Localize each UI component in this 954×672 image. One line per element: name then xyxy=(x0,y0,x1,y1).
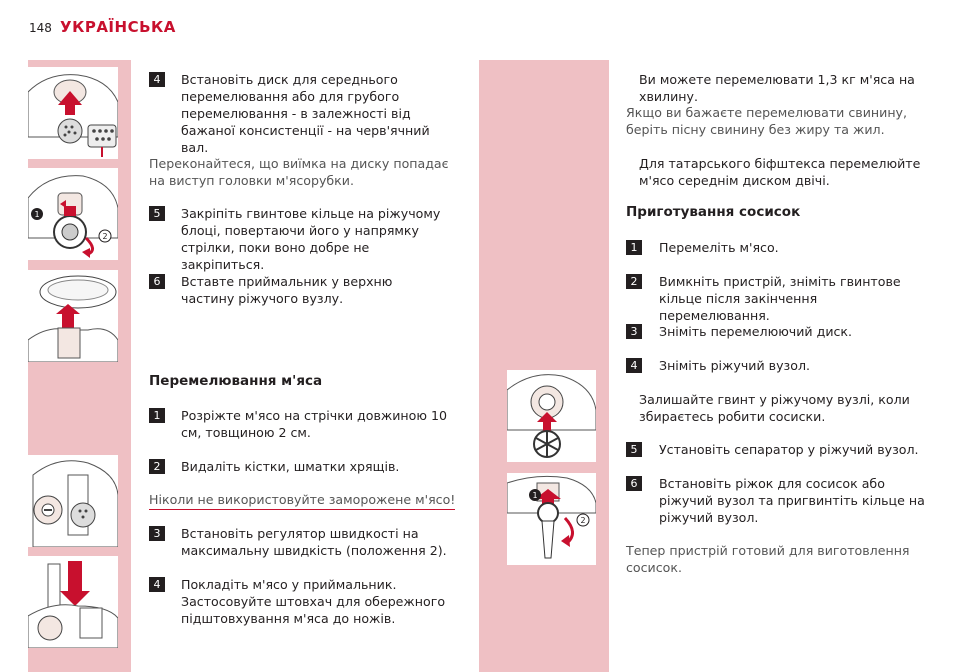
step-install-horn xyxy=(626,475,926,526)
final-note: Тепер пристрій готовий для виготовлення сосисок. xyxy=(626,543,910,575)
heading-sausages: Приготування сосисок xyxy=(626,204,801,220)
step-fix-ring xyxy=(149,205,449,273)
step-text: Встановіть регулятор швидкості на максимальну швидкість (положення 2). xyxy=(181,526,447,558)
pusher-illustration xyxy=(28,556,118,648)
step-number: 3 xyxy=(149,526,165,541)
tip-capacity: Ви можете перемелювати 1,3 кг м'яса на хвилину. xyxy=(639,72,915,104)
step-install-separator xyxy=(626,441,926,458)
step-switch-off xyxy=(626,273,926,324)
step-number: 6 xyxy=(149,274,165,289)
step-number: 4 xyxy=(626,358,642,373)
step-text: Вставте приймальник у верхню частину ріжучого вузлу. xyxy=(181,274,393,306)
separator-illustration xyxy=(507,370,596,462)
marker-2: 2 xyxy=(102,232,108,241)
language-title: УКРАЇНСЬКА xyxy=(60,18,176,36)
warning-frozen-meat: Ніколи не використовуйте заморожене м'ясо! xyxy=(149,491,455,510)
middle-pink-band xyxy=(479,60,609,672)
step-text: Перемеліть м'ясо. xyxy=(659,240,779,255)
step-text: Видаліть кістки, шматки хрящів. xyxy=(181,459,400,474)
step-insert-disc xyxy=(149,71,431,156)
marker-1: 1 xyxy=(34,210,40,219)
step-text: Розріжте м'ясо на стрічки довжиною 10 см, товщиною 2 см. xyxy=(181,408,447,440)
step-number: 2 xyxy=(626,274,642,289)
speed-dial-illustration xyxy=(28,455,118,547)
step-number: 5 xyxy=(149,206,165,221)
step-number: 1 xyxy=(626,240,642,255)
disc-illustration xyxy=(28,67,118,159)
step-text: Встановіть ріжок для сосисок або ріжучий вузол та пригвинтіть кільце на ріжучий вузол. xyxy=(659,476,925,525)
step-text: Зніміть перемелюючий диск. xyxy=(659,324,853,339)
step-cut-meat xyxy=(149,407,449,441)
step-set-speed xyxy=(149,525,449,559)
step-remove-bones xyxy=(149,458,449,475)
step-remove-disc xyxy=(626,323,926,340)
ring-illustration xyxy=(28,168,118,260)
step-number: 6 xyxy=(626,476,642,491)
step-text: Вимкніть пристрій, зніміть гвинтове кільце після закінчення перемелювання. xyxy=(659,274,901,323)
step-number: 4 xyxy=(149,72,165,87)
step-number: 2 xyxy=(149,459,165,474)
step-text: Покладіть м'ясо у приймальник. Застосовуйте штовхач для обережного підштовхування м'яса до ножів. xyxy=(181,577,446,626)
note-screw: Залишайте гвинт у ріжучому вузлі, коли збираєтесь робити сосиски. xyxy=(639,392,910,424)
note-disc: Переконайтеся, що виїмка на диску попадає на виступ головки м'ясорубки. xyxy=(149,156,449,188)
step-number: 5 xyxy=(626,442,642,457)
step-number: 4 xyxy=(149,577,165,592)
step-text: Встановіть диск для середнього перемелювання або для грубого перемелювання - в залежності від бажаної консистенції - на черв'ячний вал. xyxy=(181,72,430,155)
heading-mincing-meat: Перемелювання м'яса xyxy=(149,373,323,389)
step-text: Закріпіть гвинтове кільце на ріжучому блоці, повертаючи його у напрямку стрілки, поки воно добре не закріпиться. xyxy=(181,206,441,272)
tip-tartare: Для татарського біфштекса перемелюйте м'ясо середнім диском двічі. xyxy=(639,156,921,188)
step-number: 3 xyxy=(626,324,642,339)
step-remove-unit xyxy=(626,357,926,374)
step-mince-meat xyxy=(626,239,926,256)
marker-2b: 2 xyxy=(580,516,586,525)
page-number: 148 xyxy=(29,21,52,35)
tip-pork: Якщо ви бажаєте перемелювати свинину, беріть пісну свинину без жиру та жил. xyxy=(626,105,908,137)
step-add-meat xyxy=(149,576,449,627)
step-insert-tray xyxy=(149,273,449,307)
marker-1b: 1 xyxy=(532,491,538,500)
step-number: 1 xyxy=(149,408,165,423)
tray-illustration xyxy=(28,270,118,362)
step-text: Зніміть ріжучий вузол. xyxy=(659,358,811,373)
step-text: Установіть сепаратор у ріжучий вузол. xyxy=(659,442,919,457)
sausage-horn-illustration xyxy=(507,473,596,565)
